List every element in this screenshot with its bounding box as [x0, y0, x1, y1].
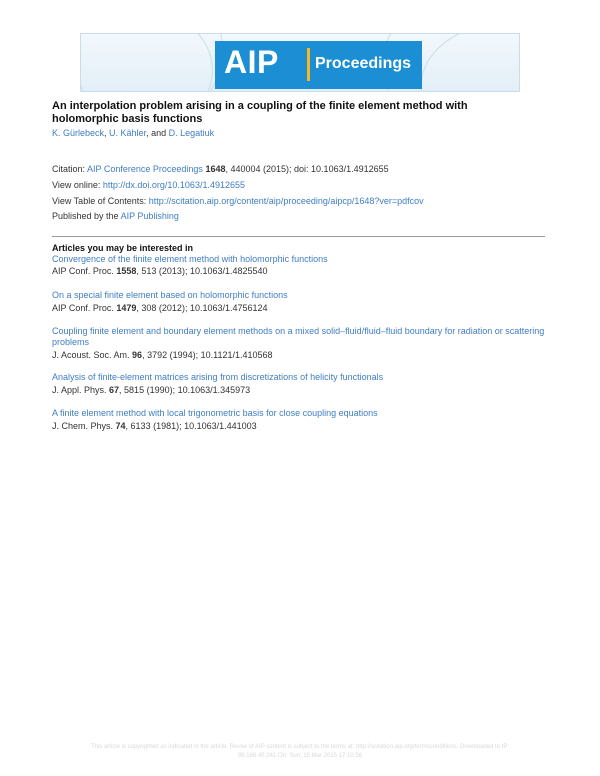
related-article-link[interactable]: A finite element method with local trigonometric basis for close coupling equations — [52, 408, 378, 418]
view-online-line — [52, 180, 245, 190]
author-separator: , and — [146, 128, 169, 138]
related-volume: 1479 — [116, 303, 137, 313]
view-online-label: View online: — [52, 180, 103, 190]
related-details: , 3792 (1994); 10.1121/1.410568 — [142, 350, 273, 360]
related-article-citation — [52, 266, 268, 276]
doi-link[interactable]: http://dx.doi.org/10.1063/1.4912655 — [102, 180, 245, 190]
related-details: , 6133 (1981); 10.1063/1.441003 — [125, 421, 257, 431]
author-link[interactable]: U. Kähler — [109, 128, 147, 138]
toc-line — [52, 196, 424, 206]
paper-authors — [52, 128, 214, 138]
toc-link[interactable]: http://scitation.aip.org/content/aip/proceeding/aipcp/1648?ver=pdfcov — [148, 196, 424, 206]
aip-proceedings-banner — [80, 33, 520, 92]
footer-line: This article is copyrighted as indicated in the article. Reuse of AIP content is subject to the terms at: http://scitation.aip.org/termsconditions. Downloaded to IP: — [90, 744, 510, 750]
related-heading: Articles you may be interested in — [52, 243, 194, 253]
related-article-link[interactable]: On a special finite element based on holomorphic functions — [52, 290, 288, 300]
citation-label: Citation: — [52, 164, 88, 174]
publisher-link[interactable]: AIP Publishing — [120, 211, 179, 221]
related-journal: J. Acoust. Soc. Am. — [52, 350, 133, 360]
journal-link[interactable]: AIP Conference Proceedings — [87, 164, 203, 174]
related-journal: AIP Conf. Proc. — [52, 303, 117, 313]
related-volume: 96 — [132, 350, 143, 360]
related-article-citation — [52, 421, 257, 431]
citation-volume: 1648 — [205, 164, 226, 174]
citation-details: , 440004 (2015); doi: 10.1063/1.4912655 — [225, 164, 389, 174]
related-article-citation — [52, 385, 250, 395]
related-details: , 308 (2012); 10.1063/1.4756124 — [136, 303, 268, 313]
related-article-link[interactable]: Convergence of the finite element method with holomorphic functions — [52, 254, 328, 264]
related-details: , 513 (2013); 10.1063/1.4825540 — [136, 266, 268, 276]
banner-separator — [307, 48, 310, 81]
related-volume: 67 — [109, 385, 120, 395]
banner-decoration — [80, 33, 223, 92]
related-article-citation — [52, 350, 273, 360]
footer-line: 89.166.45.241 On: Sun, 15 Mar 2015 17:10:56 — [237, 753, 363, 759]
paper-title: An interpolation problem arising in a coupling of the finite element method with holomorphic basis functions — [52, 100, 468, 125]
banner-product: Proceedings — [315, 55, 412, 72]
related-details: , 5815 (1990); 10.1063/1.345973 — [119, 385, 251, 395]
related-volume: 1558 — [116, 266, 137, 276]
author-link[interactable]: D. Legatiuk — [168, 128, 215, 138]
related-journal: J. Chem. Phys. — [52, 421, 116, 431]
related-journal: AIP Conf. Proc. — [52, 266, 117, 276]
related-article-citation — [52, 303, 268, 313]
author-link[interactable]: K. Gürlebeck — [52, 128, 105, 138]
publisher-label: Published by the — [52, 211, 121, 221]
publisher-line — [52, 211, 179, 221]
citation-line — [52, 164, 389, 174]
related-volume: 74 — [115, 421, 126, 431]
related-journal: J. Appl. Phys. — [52, 385, 110, 395]
banner-brand: AIP — [224, 44, 279, 80]
toc-label: View Table of Contents: — [52, 196, 149, 206]
copyright-footer — [30, 743, 570, 761]
related-article-link[interactable]: Analysis of finite‐element matrices arising from discretizations of helicity functionals — [52, 372, 384, 382]
section-divider — [52, 236, 545, 237]
related-article-link[interactable]: Coupling finite element and boundary element methods on a mixed solid–fluid/fluid–fluid boundary for radiation or scattering problems — [52, 326, 545, 347]
author-separator: , — [104, 128, 110, 138]
